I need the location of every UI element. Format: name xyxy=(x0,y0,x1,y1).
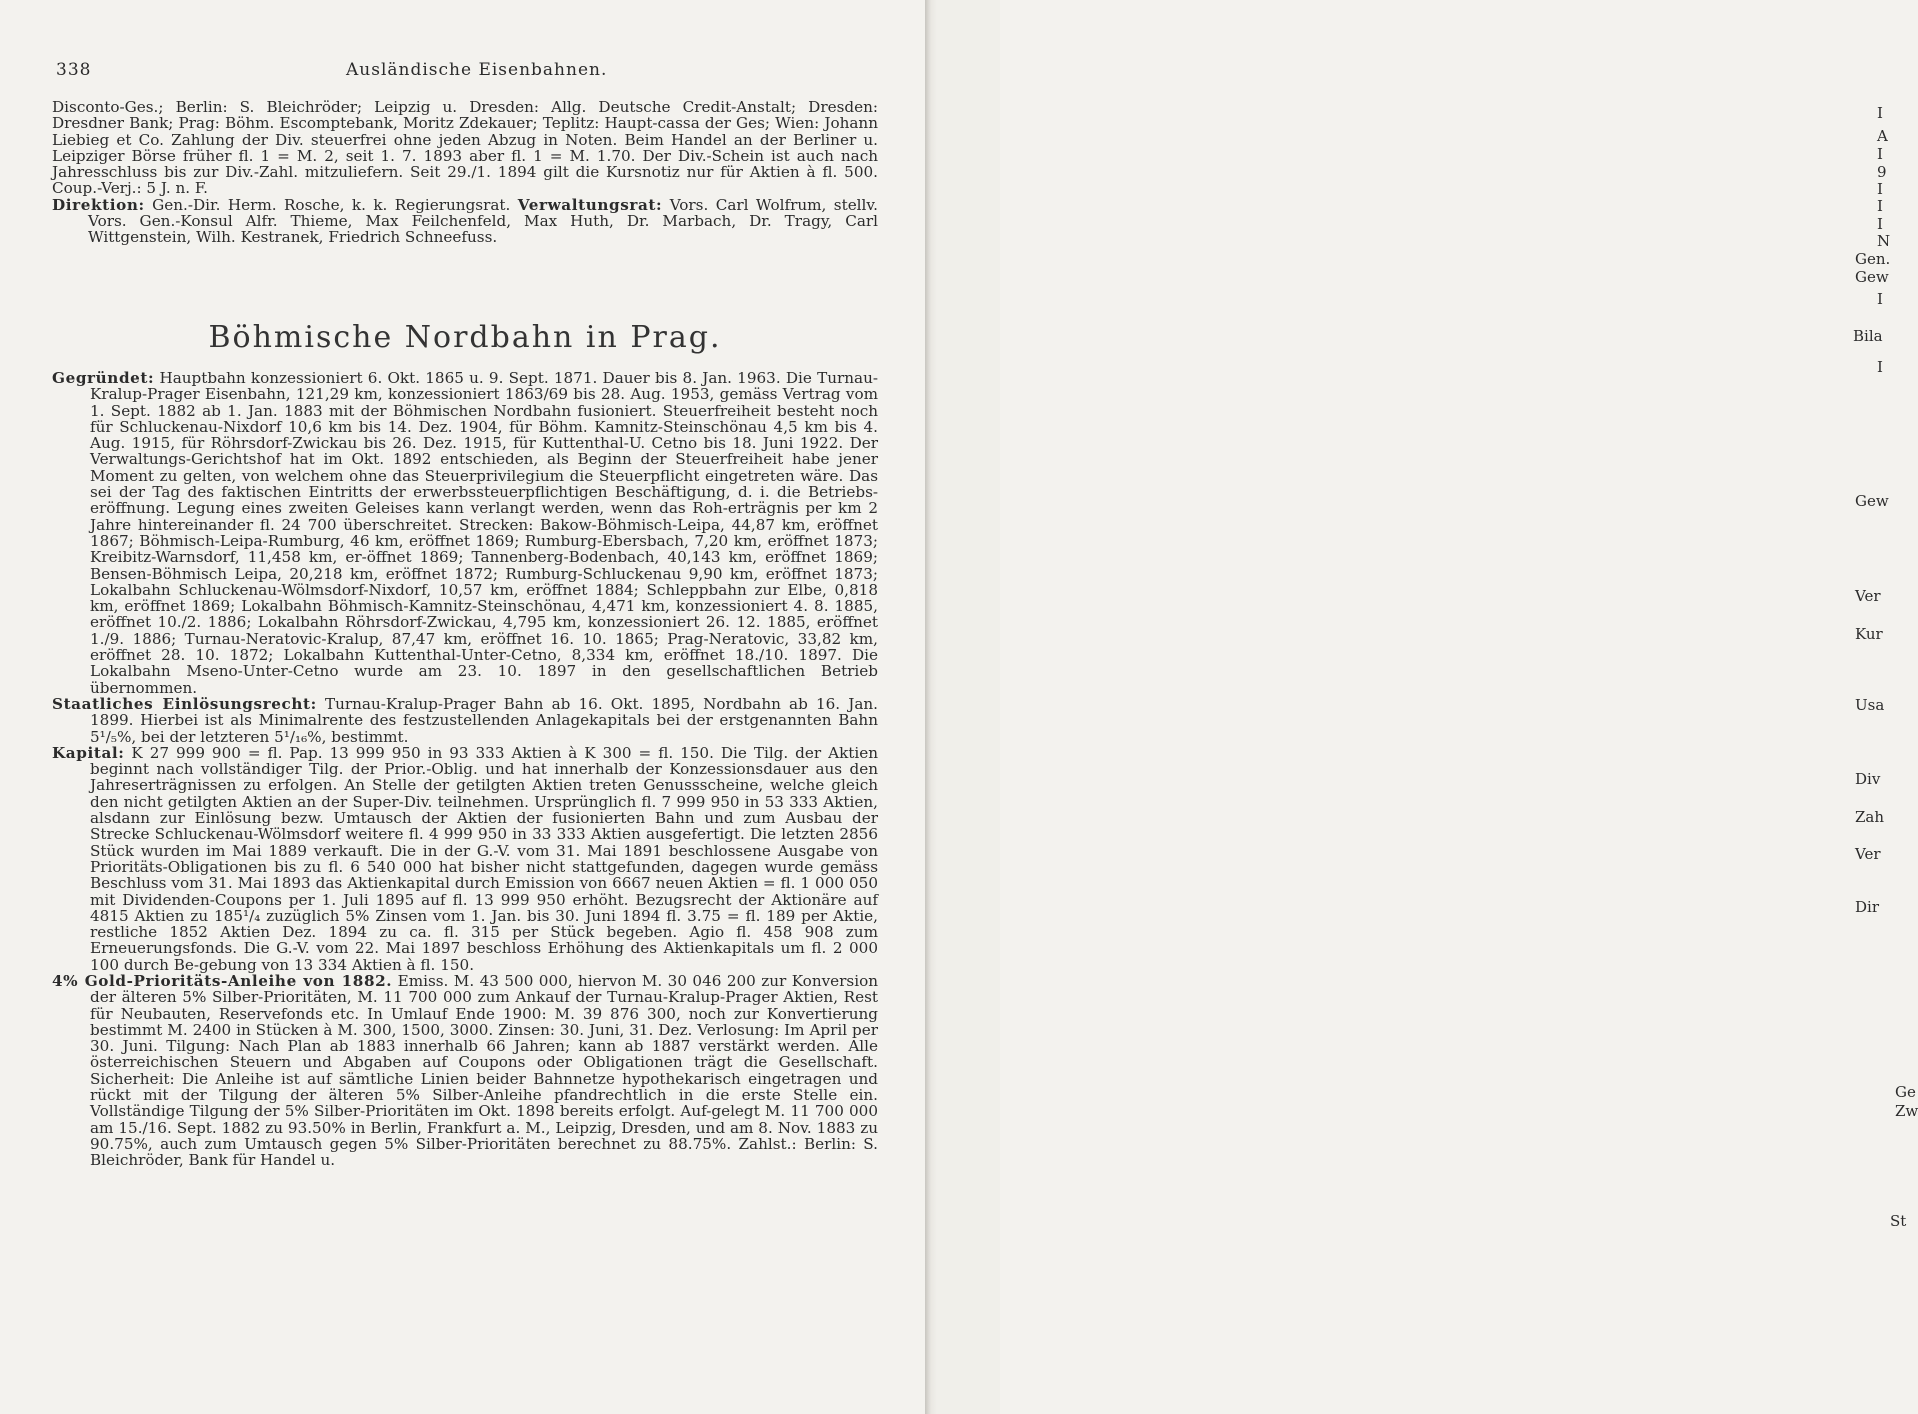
edge-fragment: St xyxy=(1890,1212,1907,1230)
page-number: 338 xyxy=(56,60,92,80)
edge-fragment: Gew xyxy=(1855,268,1889,286)
edge-fragment: I xyxy=(1877,104,1883,122)
edge-fragment: Bila xyxy=(1853,327,1883,345)
edge-fragment: Zah xyxy=(1855,808,1885,826)
edge-fragment: I xyxy=(1877,290,1883,308)
edge-fragment: N xyxy=(1877,232,1891,250)
edge-fragment: 9 xyxy=(1877,163,1887,181)
edge-fragment: A xyxy=(1877,127,1888,145)
edge-fragment: I xyxy=(1877,180,1883,198)
gegruendet-paragraph xyxy=(52,370,878,696)
einloesung-label: Staatliches Einlösungsrecht: xyxy=(52,694,317,713)
gegruendet-label: Gegründet: xyxy=(52,369,155,387)
edge-fragment: Kur xyxy=(1855,625,1883,643)
edge-fragment: Ver xyxy=(1855,587,1881,605)
anleihe-label: 4% Gold-Prioritäts-Anleihe von 1882. xyxy=(52,971,393,990)
adjacent-page-edge xyxy=(925,0,1918,1414)
edge-fragment: Ver xyxy=(1855,845,1881,863)
direktion-paragraph xyxy=(52,197,878,246)
verwaltungsrat-label: Verwaltungsrat: xyxy=(517,195,663,214)
anleihe-paragraph xyxy=(52,973,878,1169)
edge-fragment: Gen. xyxy=(1855,250,1891,268)
anleihe-text: Emiss. M. 43 500 000, hiervon M. 30 046 200 zur Konversion der älteren 5% Silber-Prioritäten, M. 11 700 000 zum Ankauf der Turnau-Kralup-Prager Aktien, Rest für Neubauten, Reservefonds etc. In Umlauf Ende 1900: M. 39 876 300, noch zur Konvertierung bestimmt M. 2400 in Stücken à M. 300, 1500, 3000. Zinsen: 30. Juni, 31. Dez. Verlosung: Im April per 30. Juni. Tilgung: Nach Plan ab 1883 innerhalb 66 Jahren; kann ab 1887 verstärkt werden. Alle österreichischen Steuern und Abgaben auf Coupons oder Obligationen trägt die Gesellschaft. Sicherheit: Die Anleihe ist auf sämtliche Linien beider Bahnnetze hypothekarisch eingetragen und rückt mit der Tilgung der älteren 5% Silber-Anleihe pfandrechtlich in die erste Stelle ein. Vollständige Tilgung der 5% Silber-Prioritäten im Okt. 1898 bereits erfolgt. Auf-gelegt M. 11 700 000 am 15./16. Sept. 1882 zu 93.50% in Berlin, Frankfurt a. M., Leipzig, Dresden, und am 8. Nov. 1883 zu 90.75%, auch zum Umtausch gegen 5% Silber-Prioritäten berechnet zu 88.75%. Zahlst.: Berlin: S. Bleichröder, Bank für Handel u. xyxy=(90,971,878,1170)
zahlstellen-paragraph: Disconto-Ges.; Berlin: S. Bleichröder; Leipzig u. Dresden: Allg. Deutsche Credit-Anstalt; Dresden: Dresdner Bank; Prag: Böhm. Escomptebank, Moritz Zdekauer; Teplitz: Haupt-cassa der Ges; Wien: Johann Liebieg et Co. Zahlung der Div. steuerfrei ohne jeden Abzug in Noten. Beim Handel an der Berliner u. Leipziger Börse früher fl. 1 = M. 2, seit 1. 7. 1893 aber fl. 1 = M. 1.70. Der Div.-Schein ist auch nach Jahresschluss bis zur Div.-Zahl. mitzuliefern. Seit 29./1. 1894 gilt die Kursnotiz nur für Aktien à fl. 500. Coup.-Verj.: 5 J. n. F. xyxy=(52,98,878,198)
edge-fragment: I xyxy=(1877,145,1883,163)
edge-fragment: Ge xyxy=(1895,1083,1916,1101)
edge-fragment: Gew xyxy=(1855,492,1889,510)
edge-fragment: Div xyxy=(1855,770,1881,788)
edge-fragment: I xyxy=(1877,215,1883,233)
direktion-text: Gen.-Dir. Herm. Rosche, k. k. Regierungsrat. xyxy=(152,195,511,214)
kapital-label: Kapital: xyxy=(52,743,125,762)
entry-body xyxy=(52,370,878,1169)
verwaltungsrat-text: Vors. Carl Wolfrum, stellv. Vors. Gen.-Konsul Alfr. Thieme, Max Feilchenfeld, Max Huth, Dr. Marbach, Dr. Tragy, Carl Wittgenstein, Wilh. Kestranek, Friedrich Schneefuss. xyxy=(88,195,879,247)
entry-title: Böhmische Nordbahn in Prag. xyxy=(208,320,722,355)
running-title: Ausländische Eisenbahnen. xyxy=(346,60,608,80)
edge-fragment: I xyxy=(1877,197,1883,215)
edge-fragment: Usa xyxy=(1855,696,1885,714)
edge-fragment: Zw xyxy=(1895,1102,1918,1120)
direktion-label: Direktion: xyxy=(52,195,145,214)
previous-entry xyxy=(52,99,878,246)
einloesung-text: Turnau-Kralup-Prager Bahn ab 16. Okt. 1895, Nordbahn ab 16. Jan. 1899. Hierbei ist als Minimalrente des festzustellenden Anlagekapitals bei der erstgenannten Bahn 5¹/₅%, bei der letzteren 5¹/₁₆%, bestimmt. xyxy=(90,694,878,746)
gegruendet-text: Hauptbahn konzessioniert 6. Okt. 1865 u. 9. Sept. 1871. Dauer bis 8. Jan. 1963. Die Turnau-Kralup-Prager Eisenbahn, 121,29 km, konzessioniert 1863/69 bis 28. Aug. 1953, gemäss Vertrag vom 1. Sept. 1882 ab 1. Jan. 1883 mit der Böhmischen Nordbahn fusioniert. Steuerfreiheit besteht noch für Schluckenau-Nixdorf 10,6 km bis 14. Dez. 1904, für Böhm. Kamnitz-Steinschönau 4,5 km bis 4. Aug. 1915, für Röhrsdorf-Zwickau bis 26. Dez. 1915, für Kuttenthal-U. Cetno bis 18. Juni 1922. Der Verwaltungs-Gerichtshof hat im Okt. 1892 entschieden, als Beginn der Steuerfreiheit habe jener Moment zu gelten, von welchem ohne das Steuerprivilegium die Steuerpflicht eingetreten wäre. Das sei der Tag des faktischen Eintritts der erwerbssteuerpflichtigen Beschäftigung, d. i. die Betriebs-eröffnung. Legung eines zweiten Geleises kann verlangt werden, wenn das Roh-erträgnis per km 2 Jahre hintereinander fl. 24 700 überschreitet. Strecken: Bakow-Böhmisch-Leipa, 44,87 km, eröffnet 1867; Böhmisch-Leipa-Rumburg, 46 km, eröffnet 1869; Rumburg-Ebersbach, 7,20 km, eröffnet 1873; Kreibitz-Warnsdorf, 11,458 km, er-öffnet 1869; Tannenberg-Bodenbach, 40,143 km, eröffnet 1869; Bensen-Böhmisch Leipa, 20,218 km, eröffnet 1872; Rumburg-Schluckenau 9,90 km, eröffnet 1873; Lokalbahn Schluckenau-Wölmsdorf-Nixdorf, 10,57 km, eröffnet 1884; Schleppbahn zur Elbe, 0,818 km, eröffnet 1869; Lokalbahn Böhmisch-Kamnitz-Steinschönau, 4,471 km, konzessioniert 4. 8. 1885, eröffnet 10./2. 1886; Lokalbahn Röhrsdorf-Zwickau, 4,795 km, konzessioniert 26. 12. 1885, eröffnet 1./9. 1886; Turnau-Neratovic-Kralup, 87,47 km, eröffnet 16. 10. 1865; Prag-Neratovic, 33,82 km, eröffnet 28. 10. 1872; Lokalbahn Kuttenthal-Unter-Cetno, 8,334 km, eröffnet 18./10. 1897. Die Lokalbahn Mseno-Unter-Cetno wurde am 23. 10. 1897 in den gesellschaftlichen Betrieb übernommen. xyxy=(90,369,878,697)
kapital-text: K 27 999 900 = fl. Pap. 13 999 950 in 93 333 Aktien à K 300 = fl. 150. Die Tilg. der Aktien beginnt nach vollständiger Tilg. der Prior.-Oblig. und hat innerhalb der Konzessionsdauer aus den Jahreserträgnissen zu erfolgen. An Stelle der getilgten Aktien treten Genussscheine, welche gleich den nicht getilgten Aktien an der Super-Div. teilnehmen. Ursprünglich fl. 7 999 950 in 53 333 Aktien, alsdann zur Einlösung bezw. Umtausch der Aktien der fusionierten Bahn und zum Ausbau der Strecke Schluckenau-Wölmsdorf weitere fl. 4 999 950 in 33 333 Aktien ausgefertigt. Die letzten 2856 Stück wurden im Mai 1889 verkauft. Die in der G.-V. vom 31. Mai 1891 beschlossene Ausgabe von Prioritäts-Obligationen bis zu fl. 6 540 000 hat bisher nicht stattgefunden, dagegen wurde gemäss Beschluss vom 31. Mai 1893 das Aktienkapital durch Emission von 6667 neuen Aktien = fl. 1 000 050 mit Dividenden-Coupons per 1. Juli 1895 auf fl. 13 999 950 erhöht. Bezugsrecht der Aktionäre auf 4815 Aktien zu 185¹/₄ zuzüglich 5% Zinsen vom 1. Jan. bis 30. Juni 1894 fl. 3.75 = fl. 189 per Aktie, restliche 1852 Aktien Dez. 1894 zu ca. fl. 315 per Stück begeben. Agio fl. 458 908 zum Erneuerungsfonds. Die G.-V. vom 22. Mai 1897 beschloss Erhöhung des Aktienkapitals um fl. 2 000 100 durch Be-gebung von 13 334 Aktien à fl. 150. xyxy=(90,743,879,974)
edge-fragment: I xyxy=(1877,358,1883,376)
kapital-paragraph xyxy=(52,745,878,973)
page-header xyxy=(56,60,876,84)
edge-fragment: Dir xyxy=(1855,898,1879,916)
einloesung-paragraph xyxy=(52,696,878,745)
